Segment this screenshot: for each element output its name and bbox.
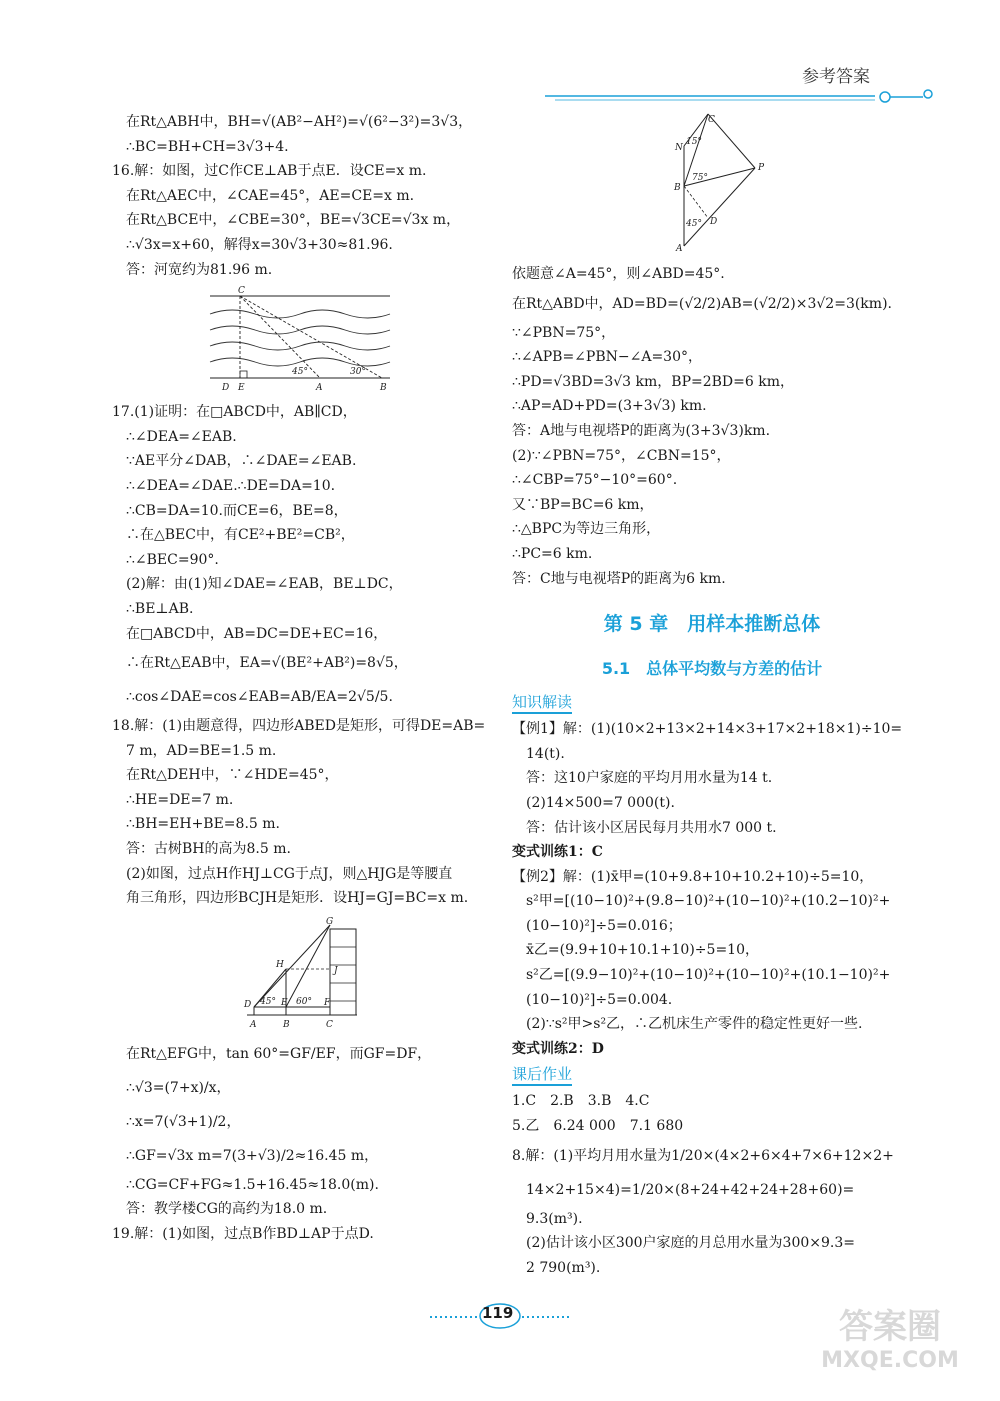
watermark-line1: 答案圈: [839, 1307, 941, 1347]
text-line: (2)解：由(1)知∠DAE=∠EAB，BE⊥DC，: [126, 576, 403, 593]
text-line: ∴在Rt△EAB中，EA=√(BE²+AB²)=8√5，: [126, 655, 408, 672]
angle-15: 15°: [686, 137, 702, 147]
text-line: 答：古树BH的高为8.5 m.: [126, 841, 291, 858]
text-line: ∴√3=(7+x)/x，: [126, 1079, 231, 1096]
text-line: 5.乙 6.24 000 7.1 680: [512, 1118, 684, 1135]
text-line: 依题意∠A=45°，则∠ABD=45°.: [512, 266, 725, 282]
text-line: (2)如图，过点H作HJ⊥CG于点J，则△HJG是等腰直: [126, 865, 453, 882]
text-line: ∴AP=AD+PD=(3+3√3) km.: [512, 398, 707, 415]
label-a: A: [676, 244, 683, 254]
text-line: 14×2+15×4)=1/20×(8+24+42+24+28+60)=: [526, 1181, 855, 1198]
text-line: 答：这10户家庭的平均月用水量为14 t.: [526, 770, 773, 787]
watermark-line2: MXQE.COM: [821, 1348, 959, 1373]
label-a: A: [316, 383, 323, 394]
text-line: (2)∵s²甲>s²乙，∴乙机床生产零件的稳定性更好一些.: [526, 1016, 863, 1033]
text-line: 答：A地与电视塔P的距离为(3+3√3)km.: [512, 422, 771, 439]
left-column: [112, 110, 490, 1247]
text-line: (10−10)²]÷5=0.004.: [526, 991, 673, 1008]
label-j: J: [334, 965, 338, 976]
label-e: E: [238, 383, 245, 394]
angle-30: 30°: [350, 367, 366, 378]
page-number-text: 119: [482, 1304, 514, 1322]
label-d: D: [222, 383, 230, 394]
text-line: 在□ABCD中，AB=DC=DE+EC=16，: [126, 625, 388, 642]
right-column: [512, 110, 912, 1280]
tv-tower-figure: [512, 110, 912, 258]
label-b: B: [380, 383, 387, 394]
text-line: 14(t).: [526, 745, 565, 762]
variant-answer: 变式训练1：C: [512, 844, 603, 861]
text-line: ∵∠PBN=75°，: [512, 324, 616, 341]
text-line: 答：河宽约为81.96 m.: [126, 261, 273, 278]
label-c: C: [238, 286, 245, 297]
text-line: 2 790(m³).: [526, 1259, 601, 1276]
text-line: ∴∠DEA=∠EAB.: [126, 428, 237, 445]
watermark: [800, 1307, 980, 1387]
text-line: (2)估计该小区300户家庭的月总用水量为300×9.3=: [526, 1235, 855, 1252]
text-line: 16.解：如图，过C作CE⊥AB于点E．设CE=x m.: [112, 163, 427, 180]
text-line: ∴∠CBP=75°−10°=60°.: [512, 472, 678, 489]
header-rule: [545, 84, 940, 108]
text-line: ∴√3x=x+60，解得x=30√3+30≈81.96.: [126, 236, 393, 253]
angle-45: 45°: [292, 367, 308, 378]
river-figure: [112, 286, 490, 396]
angle-45: 45°: [686, 219, 702, 229]
label-c: C: [326, 1019, 333, 1030]
text-line: 8.解：(1)平均月用水量为1/20×(4×2+6×4+7×6+12×2+: [512, 1147, 894, 1164]
text-line: 在Rt△EFG中，tan 60°=GF/EF，而GF=DF，: [126, 1045, 432, 1062]
text-line: 又∵BP=BC=6 km，: [512, 496, 654, 513]
text-line: 在Rt△ABH中，BH=√(AB²−AH²)=√(6²−3²)=3√3，: [126, 114, 473, 130]
text-line: 17.(1)证明：在□ABCD中，AB∥CD，: [112, 404, 357, 421]
text-line: 在Rt△AEC中，∠CAE=45°，AE=CE=x m.: [126, 187, 415, 204]
label-p: P: [758, 163, 765, 173]
text-line: (2)14×500=7 000(t).: [526, 794, 675, 811]
label-a: A: [250, 1019, 257, 1030]
label-d: D: [710, 217, 718, 227]
text-line: 答：估计该小区居民每月共用水7 000 t.: [526, 819, 777, 836]
text-line: ∵AE平分∠DAB，∴∠DAE=∠EAB.: [126, 453, 357, 470]
section-tag: 课后作业: [512, 1064, 572, 1086]
label-g: G: [326, 916, 334, 927]
text-line: ∴∠BEC=90°.: [126, 551, 219, 568]
text-line: 在Rt△BCE中，∠CBE=30°，BE=√3CE=√3x m，: [126, 212, 461, 229]
text-line: 【例2】解：(1)x̄甲=(10+9.8+10+10.2+10)÷5=10，: [512, 868, 874, 885]
text-line: 9.3(m³).: [526, 1210, 583, 1227]
angle-60: 60°: [296, 996, 312, 1007]
text-line: ∴PD=√3BD=3√3 km，BP=2BD=6 km，: [512, 373, 795, 390]
text-line: 在Rt△DEH中，∵∠HDE=45°，: [126, 767, 339, 784]
label-e: E: [281, 997, 288, 1008]
label-n: N: [675, 143, 683, 153]
variant-answer: 变式训练2：D: [512, 1040, 604, 1057]
text-line: ∴∠APB=∠PBN−∠A=30°，: [512, 349, 702, 366]
text-line: [512, 840, 912, 865]
text-line: (10−10)²]÷5=0.016；: [526, 917, 682, 934]
text-line: ∴在△BEC中，有CE²+BE²=CB²，: [126, 527, 355, 544]
text-line: ∴x=7(√3+1)/2，: [126, 1113, 241, 1130]
label-d: D: [244, 999, 252, 1010]
page-number: [430, 1300, 570, 1330]
text-line: [512, 1037, 912, 1062]
text-line: 7 m，AD=BE=1.5 m.: [126, 742, 277, 759]
text-line: 在Rt△ABD中，AD=BD=(√2/2)AB=(√2/2)×3√2=3(km).: [512, 295, 892, 312]
text-line: x̄乙=(9.9+10+10.1+10)÷5=10，: [526, 942, 759, 959]
label-b: B: [283, 1019, 290, 1030]
label-b: B: [674, 183, 681, 193]
section-tag: 知识解读: [512, 692, 572, 714]
text-line: ∴△BPC为等边三角形，: [512, 521, 661, 538]
header-title: 参考答案: [802, 67, 870, 87]
text-line: 答：C地与电视塔P的距离为6 km.: [512, 570, 726, 587]
text-line: ∴∠DEA=∠DAE.∴DE=DA=10.: [126, 477, 336, 494]
tree-building-figure: [112, 915, 490, 1033]
text-line: ∴cos∠DAE=cos∠EAB=AB/EA=2√5/5.: [126, 689, 393, 706]
text-line: 19.解：(1)如图，过点B作BD⊥AP于点D.: [112, 1226, 374, 1243]
text-line: ∴GF=√3x m=7(3+√3)/2≈16.45 m，: [126, 1147, 379, 1164]
label-h: H: [276, 959, 284, 970]
text-line: 角三角形，四边形BCJH是矩形．设HJ=GJ=BC=x m.: [126, 890, 469, 907]
text-line: s²甲=[(10−10)²+(9.8−10)²+(10−10)²+(10.2−10)²+: [526, 893, 891, 910]
text-line: ∴BH=EH+BE=8.5 m.: [126, 816, 280, 833]
text-line: ∴HE=DE=7 m.: [126, 791, 234, 808]
text-line: s²乙=[(9.9−10)²+(10−10)²+(10−10)²+(10.1−10)²+: [526, 967, 891, 984]
chapter-title: 第 5 章 用样本推断总体: [603, 613, 821, 636]
angle-75: 75°: [692, 173, 708, 183]
text-line: (2)∵∠PBN=75°，∠CBN=15°，: [512, 447, 731, 464]
text-line: 18.解：(1)由题意得，四边形ABED是矩形，可得DE=AB=: [112, 718, 486, 735]
text-line: 答：教学楼CG的高约为18.0 m.: [126, 1201, 328, 1218]
label-f: F: [324, 997, 331, 1008]
text-line: 1.C 2.B 3.B 4.C: [512, 1093, 650, 1110]
text-line: ∴BC=BH+CH=3√3+4.: [126, 138, 289, 155]
label-c: C: [708, 115, 715, 125]
angle-45: 45°: [260, 996, 276, 1007]
text-line: ∴PC=6 km.: [512, 545, 593, 562]
text-line: 【例1】解：(1)(10×2+13×2+14×3+17×2+18×1)÷10=: [512, 721, 903, 738]
section-title: 5.1 总体平均数与方差的估计: [601, 659, 823, 679]
text-line: ∴CG=CF+FG≈1.5+16.45≈18.0(m).: [126, 1176, 379, 1193]
text-line: ∴BE⊥AB.: [126, 600, 194, 617]
text-line: ∴CB=DA=10.而CE=6，BE=8，: [126, 502, 348, 519]
